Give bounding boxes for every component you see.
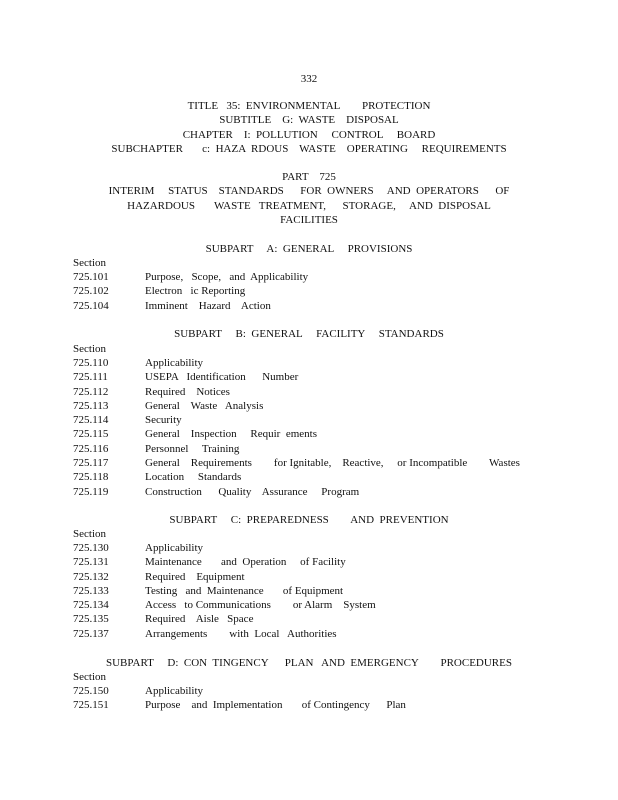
subpart-d-sections <box>73 684 553 713</box>
toc-row <box>73 584 553 598</box>
section-title: Applicability <box>145 685 204 697</box>
toc-row <box>73 698 553 712</box>
section-label: Section <box>73 671 106 683</box>
subpart-c-heading: SUBPART C: PREPAREDNESS AND PREVENTION <box>169 514 449 526</box>
subpart-a-sections <box>73 270 553 313</box>
toc-row <box>73 570 553 584</box>
section-title: Required Notices <box>145 385 230 398</box>
section-title: Required Equipment <box>145 570 245 583</box>
section-title: Arrangements with Local Authorities <box>145 627 337 640</box>
toc-row <box>73 299 553 313</box>
section-title: USEPA Identification Number <box>145 371 299 384</box>
section-title: Electron ic Reporting <box>145 285 246 298</box>
section-title: Purpose and Implementation of Contingency Plan <box>145 699 406 712</box>
section-number: 725.113 <box>73 399 109 412</box>
section-number: 725.134 <box>73 599 109 612</box>
toc-row <box>73 598 553 612</box>
section-number: 725.132 <box>73 570 109 583</box>
section-number: 725.104 <box>73 299 109 312</box>
section-title: Applicability <box>145 542 204 554</box>
section-number: 725.119 <box>73 485 109 498</box>
toc-row <box>73 555 553 569</box>
toc-row <box>73 427 553 441</box>
subpart-d-heading: SUBPART D: CON TINGENCY PLAN AND EMERGENCY PROCEDURES <box>106 657 512 669</box>
subpart-a-heading: SUBPART A: GENERAL PROVISIONS <box>205 243 413 255</box>
section-title: Security <box>145 414 182 427</box>
section-number: 725.112 <box>73 385 109 398</box>
section-number: 725.133 <box>73 584 109 597</box>
section-number: 725.117 <box>73 457 109 470</box>
section-label: Section <box>73 343 106 355</box>
section-number: 725.135 <box>73 613 109 626</box>
section-number: 725.115 <box>73 428 109 441</box>
toc-row <box>73 284 553 298</box>
chapter-line: CHAPTER I: POLLUTION CONTROL BOARD <box>182 128 436 141</box>
toc-row <box>73 485 553 499</box>
toc-row <box>73 684 553 698</box>
section-label: Section <box>73 528 106 540</box>
section-number: 725.111 <box>73 371 108 384</box>
toc-row <box>73 627 553 641</box>
section-title: General Waste Analysis <box>145 399 264 412</box>
section-number: 725.130 <box>73 542 109 554</box>
toc-row <box>73 413 553 427</box>
subtitle-line: SUBTITLE G: WASTE DISPOSAL <box>219 114 399 127</box>
section-number: 725.150 <box>73 685 109 697</box>
section-title: Applicability <box>145 357 204 369</box>
section-title: Required Aisle Space <box>145 613 254 626</box>
section-title: Construction Quality Assurance Program <box>145 485 360 498</box>
subpart-c-sections <box>73 541 553 641</box>
page-number: 332 <box>300 73 318 85</box>
section-title: General Requirements for Ignitable, Reactive, or Incompatible Wastes <box>145 457 520 470</box>
section-title: Personnel Training <box>145 442 240 455</box>
toc-row <box>73 356 553 370</box>
toc-row <box>73 541 553 555</box>
toc-row <box>73 370 553 384</box>
section-number: 725.102 <box>73 285 109 298</box>
part-number: PART 725 <box>282 171 336 183</box>
part-heading <box>0 170 618 227</box>
section-number: 725.137 <box>73 627 109 640</box>
section-number: 725.151 <box>73 699 109 712</box>
toc-row <box>73 470 553 484</box>
section-label: Section <box>73 257 106 269</box>
section-number: 725.101 <box>73 271 109 283</box>
section-number: 725.131 <box>73 556 109 569</box>
toc-row <box>73 270 553 284</box>
toc-row <box>73 399 553 413</box>
section-title: Purpose, Scope, and Applicability <box>145 271 309 283</box>
section-number: 725.118 <box>73 471 109 484</box>
subpart-b-sections <box>73 356 553 499</box>
part-title-line-1: INTERIM STATUS STANDARDS FOR OWNERS AND OPERATORS OF <box>108 185 510 198</box>
section-number: 725.110 <box>73 357 109 369</box>
section-title: Location Standards <box>145 471 242 484</box>
section-number: 725.116 <box>73 442 109 455</box>
title-line: TITLE 35: ENVIRONMENTAL PROTECTION <box>187 100 431 112</box>
section-title: Testing and Maintenance of Equipment <box>145 584 344 597</box>
section-title: Imminent Hazard Action <box>145 299 271 312</box>
section-title: General Inspection Requir ements <box>145 428 317 441</box>
section-title: Access to Communications or Alarm System <box>145 599 376 612</box>
toc-row <box>73 456 553 470</box>
subpart-b-heading: SUBPART B: GENERAL FACILITY STANDARDS <box>174 328 444 340</box>
section-title: Maintenance and Operation of Facility <box>145 556 346 569</box>
part-title-line-2: HAZARDOUS WASTE TREATMENT, STORAGE, AND DISPOSAL <box>127 199 491 212</box>
toc-row <box>73 612 553 626</box>
toc-row <box>73 442 553 456</box>
part-title-line-3: FACILITIES <box>280 213 338 226</box>
subchapter-line: SUBCHAPTER c: HAZA RDOUS WASTE OPERATING REQUIREMENTS <box>111 142 507 155</box>
section-number: 725.114 <box>73 414 109 427</box>
toc-row <box>73 385 553 399</box>
regulation-header <box>0 99 618 156</box>
